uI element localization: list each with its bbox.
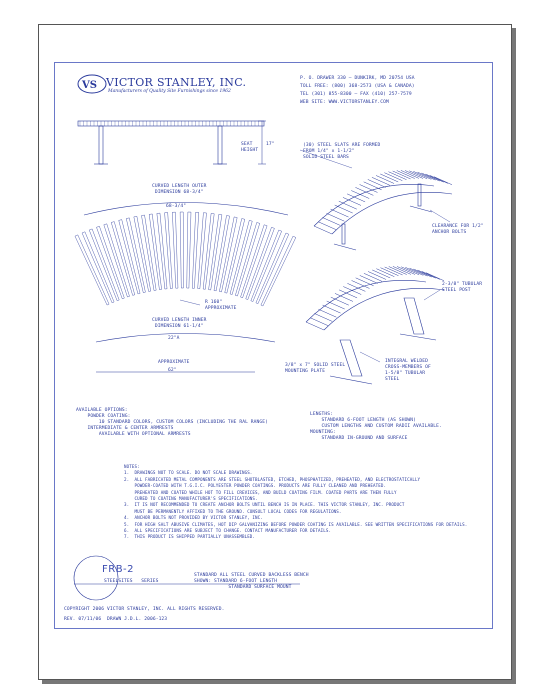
post-callout: 2-3/8" TUBULAR STEEL POST [442,282,483,293]
plan-slat [241,225,268,298]
iso-bench-bottom-edge [324,288,444,330]
series-name: STEELSITES SERIES [104,579,159,584]
iso-bench-top-slat [380,174,398,182]
inner-dimension-label: CURVED LENGTH INNER DIMENSION 61-1/4" [152,318,207,329]
iso-bench-bottom-slat [314,313,332,321]
iso-bench-bottom-slat [372,270,390,278]
plan-slat [192,212,199,288]
plan-slat [219,217,237,292]
radius-leader [180,300,200,305]
iso-bench-bottom-slat [409,268,427,276]
iso-bench-top-slat [368,179,386,187]
plan-slat [246,227,275,299]
contact-line-3: TEL (301) 855-8300 – FAX (410) 257-7579 [300,92,412,97]
company-tagline: Manufacturers of Quality Site Furnishings since 1962 [108,89,231,94]
plan-slat [172,212,178,288]
iso-bottom-plate [400,334,436,340]
side-leg-right [218,126,222,164]
logo-monogram: VS [82,80,97,91]
plan-slat [96,226,124,299]
crossmember-callout: INTEGRAL WELDED CROSS-MEMBERS OF 1-5/8" TUBULAR STEEL [385,359,431,382]
iso-bench-top-slat [417,172,435,180]
iso-bench-top-slat [409,171,427,179]
plan-slat [187,212,191,288]
iso-bench-top-slat [326,213,344,221]
plan-slat [261,236,296,306]
iso-bottom-leg-right [404,298,424,334]
outer-dimension-label: CURVED LENGTH OUTER DIMENSION 68-3/4" [152,184,207,195]
plan-slat [134,216,151,291]
iso-bench-top-slat [434,177,452,185]
iso-bench-bottom-slat [393,266,411,274]
iso-bench-top-slat [322,217,340,225]
revision-line: REV. 07/11/06 DRAWN J.D.L. 2006-123 [64,617,168,622]
lengths-text: LENGTHS: STANDARD 6-FOOT LENGTH (AS SHOWN) CUSTOM LENGTHS AND CUSTOM RADII AVAILABLE. MOUNTING: STANDARD IN-GROUND AND SURFACE [310,412,442,441]
notes-text: NOTES: 1. DRAWINGS NOT TO SCALE. DO NOT SCALE DRAWINGS. 2. ALL FABRICATED METAL COMPONENTS ARE STEEL SHOTBLASTED, ETCHED, PHOSPHATIZED, PREHEATED, AND ELECTROSTATICALLY POWDER-COATED WITH T.G.I.C. POLYESTER POWDER COATINGS. PRODUCTS ARE FULLY CLEANED AND PREHEATED. PREHEATED AND COATED WHILE HOT TO FILL CREVICES, AND BUILD COATING FILM. COATED PARTS ARE THEN FULLY CURED TO COATING MANUFACTURER'S SPECIFICATIONS. 3. IT IS NOT RECOMMENDED TO CREATE ANCHOR BOLTS UNTIL BENCH IS IN PLACE. THIS VICTOR STANLEY, INC. PRODUCT MUST BE PERMANENTLY AFFIXED TO THE GROUND. CONSULT LOCAL CODES FOR REGULATIONS. 4. ANCHOR BOLTS NOT PROVIDED BY VICTOR STANLEY, INC. 5. FOR HIGH SALT ABUSIVE CLIMATES, HOT DIP GALVANIZING BEFORE POWDER COATING IS AVAILABLE. SEE WRITTEN SPECIFICATIONS FOR DETAILS. 6. ALL SPECIFICATIONS ARE SUBJECT TO CHANGE. CONTACT MANUFACTURER FOR DETAILS. 7. THIS PRODUCT IS SHIPPED PARTIALLY UNASSEMBLED. [124,464,468,540]
model-number: FRB-2 [102,564,135,575]
iso-bench-bottom-edge [306,280,426,322]
iso-bench-bottom-slat [389,267,407,275]
iso-bench-bottom-slat [422,271,440,279]
iso-bench-top-slat [376,175,394,183]
seat-height-label: SEAT HEIGHT [241,142,259,153]
plan-slat [126,218,145,293]
iso-bench-top-edge [314,184,434,226]
iso-bench-bottom-slat [306,322,324,330]
iso-bottom-plate [330,376,372,384]
contact-line-2: TOLL FREE: (800) 368-2573 (USA & CANADA) [300,84,415,89]
outer-dimension-value: 68-3/4" [166,204,187,209]
copyright-line: COPYRIGHT 2006 VICTOR STANLEY, INC. ALL RIGHTS RESERVED. [64,607,225,612]
iso-bench-bottom-slat [401,267,419,275]
overall-length-value: 62" [168,368,177,373]
plan-slat [82,232,114,303]
iso-bench-bottom-slat [360,275,378,283]
iso-bench-bottom-slat [356,278,374,286]
plan-slat [119,220,140,294]
iso-bench-top-slat [401,170,419,178]
iso-bench-top-slat [422,173,440,181]
product-description: STANDARD ALL STEEL CURVED BACKLESS BENCH SHOWN: STANDARD 6-FOOT LENGTH STANDARD SURFACE MOUNT [194,573,309,590]
inner-dim-arc [96,334,275,343]
clearance-leader [430,210,450,222]
options-text: AVAILABLE OPTIONS: POWDER COATING: 10 STANDARD COLORS, CUSTOM COLORS (INCLUDING THE RAL RANGE) INTERMEDIATE & CENTER ARMRESTS AVAILABLE WITH OPTIONAL ARMRESTS [76,408,268,437]
plan-slat [209,214,222,290]
title-circle [74,556,118,600]
company-name: VICTOR STANLEY, INC. [106,76,247,89]
approximate-label: APPROXIMATE [158,360,190,365]
iso-bench-top-slat [355,187,373,195]
radius-label: R 160" APPROXIMATE [205,300,237,311]
contact-line-4: WEB SITE: WWW.VICTORSTANLEY.COM [300,100,389,105]
side-leg-left [99,126,103,164]
seat-height-value: 17" [266,142,275,147]
iso-bench-top-slat [318,222,336,230]
plan-slat [149,214,161,290]
contact-line-1: P. O. DRAWER 330 – DUNKIRK, MD 20754 USA [300,76,415,81]
iso-bench-top-slat [364,182,382,190]
iso-bench-bottom-slat [368,271,386,279]
crossmember-leader [360,352,380,362]
slats-callout: (30) STEEL SLATS ARE FORMED FROM 1/4" x 1-1/2" SOLID STEEL BARS [303,143,381,160]
iso-top-plate [410,206,432,212]
iso-bench-bottom-slat [414,269,432,277]
plan-slat [75,235,109,305]
clearance-callout: CLEARANCE FOR 1/2" ANCHOR BOLTS [432,224,484,235]
inner-dimension-value: 22"A [168,336,180,341]
iso-bench-top-slat [397,171,415,179]
iso-bench-bottom-slat [310,318,328,326]
iso-bench-bottom-slat [347,283,365,291]
iso-bench-top-slat [430,175,448,183]
iso-bench-bottom-slat [364,273,382,281]
iso-bench-top-slat [372,177,390,185]
post-leader [424,290,440,300]
iso-bench-bottom-slat [318,309,336,317]
plan-slat [198,213,207,289]
plan-slat [251,230,282,302]
iso-top-leg-left [342,224,345,244]
plan-slat [180,212,183,288]
iso-bench-bottom-slat [426,273,444,281]
iso-top-plate [334,244,356,250]
plate-callout: 3/8" x 7" SOLID STEEL MOUNTING PLATE [285,363,346,374]
iso-bench-top-slat [314,226,332,234]
iso-top-leg-right [418,184,421,206]
